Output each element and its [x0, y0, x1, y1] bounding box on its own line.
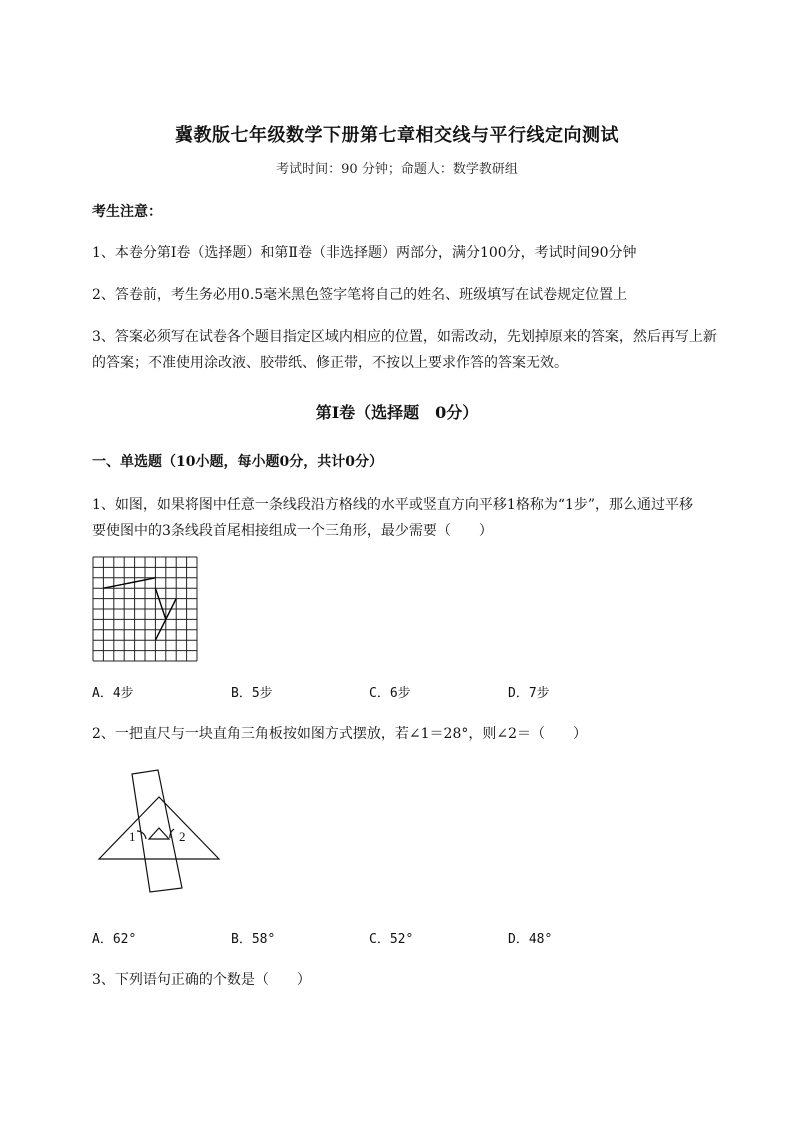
q2-angle-2-label: 2 — [179, 829, 186, 844]
part-heading: 一、单选题（10小题，每小题0分，共计0分） — [92, 454, 383, 470]
q1-stem-line-1: 1、如图，如果将图中任意一条线段沿方格线的水平或竖直方向平移1格称为“1步”，那么通过平移 — [92, 497, 694, 513]
q2-option-d[interactable]: D．48° — [508, 932, 553, 947]
q1-option-c[interactable]: C．6步 — [369, 686, 411, 701]
q2-option-b[interactable]: B．58° — [231, 932, 276, 947]
notice-item-1: 1、本卷分第Ⅰ卷（选择题）和第Ⅱ卷（非选择题）两部分，满分100分，考试时间90分钟 — [92, 245, 637, 261]
q1-segment-b — [155, 588, 165, 619]
q2-ruler-triangle-figure — [92, 768, 224, 896]
notice-item-2: 2、答卷前，考生务必用0.5毫米黑色签字笔将自己的姓名、班级填写在试卷规定位置上 — [92, 287, 628, 303]
q1-segment-a — [103, 578, 155, 588]
q1-option-b[interactable]: B．5步 — [231, 686, 273, 701]
q1-stem-line-2: 要使图中的3条线段首尾相接组成一个三角形，最少需要（ ） — [92, 523, 493, 539]
q2-option-a[interactable]: A．62° — [92, 932, 137, 947]
exam-subtitle: 考试时间：90 分钟；命题人：数学教研组 — [276, 162, 518, 177]
notice-item-3: 3、答案必须写在试卷各个题目指定区域内相应的位置，如需改动，先划掉原来的答案，然后再写上新 — [92, 329, 717, 345]
notice-heading: 考生注意： — [92, 204, 162, 220]
exam-title: 冀教版七年级数学下册第七章相交线与平行线定向测试 — [175, 125, 619, 146]
q3-stem: 3、下列语句正确的个数是（ ） — [92, 972, 311, 988]
q2-stem: 2、一把直尺与一块直角三角板按如图方式摆放，若∠1＝28°，则∠2＝（ ） — [92, 726, 587, 742]
q1-option-d[interactable]: D．7步 — [508, 686, 550, 701]
q1-option-a[interactable]: A．4步 — [92, 686, 134, 701]
notice-item-3-cont: 的答案；不准使用涂改液、胶带纸、修正带，不按以上要求作答的答案无效。 — [92, 355, 568, 371]
section-title: 第Ⅰ卷（选择题 0分） — [315, 403, 479, 422]
q2-option-c[interactable]: C．52° — [369, 932, 414, 947]
q2-angle-1-label: 1 — [129, 829, 136, 844]
q1-grid-figure — [92, 556, 198, 662]
